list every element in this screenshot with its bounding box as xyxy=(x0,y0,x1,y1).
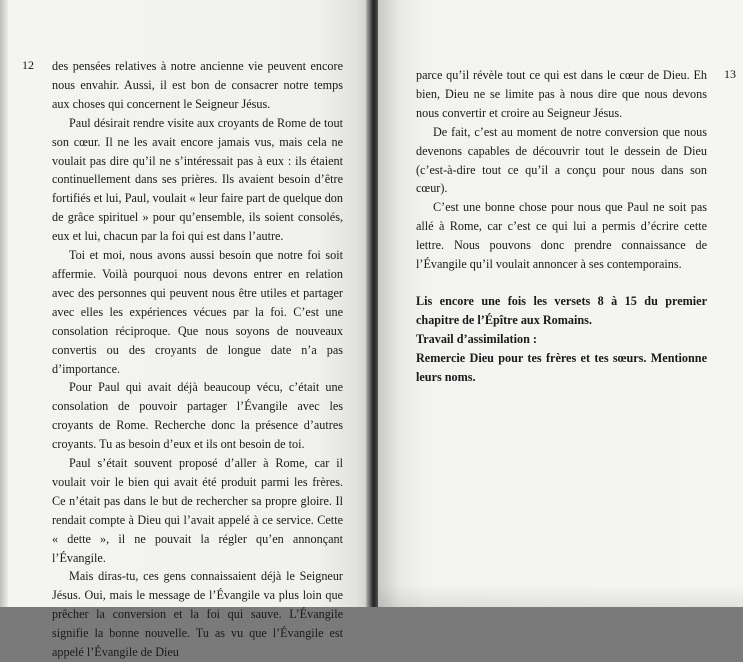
paragraph: Paul s’était souvent proposé d’aller à Rome, car il voulait voir le bien qui avait été produit parmi les frères. Ce n’était pas dans le but de rechercher sa propre gloire. Il rendait compte à Dieu qui l’avait appelé à ce service. Cette « dette », il ne pouvait la régler qu’en annonçant l’Évangile. xyxy=(52,456,343,565)
right-page-number: 13 xyxy=(724,67,736,81)
left-page-text xyxy=(52,57,343,662)
paragraph: Toi et moi, nous avons aussi besoin que notre foi soit affermie. Voilà pourquoi nous devons entrer en relation avec des personnes qui peuvent nous être utiles et partager avec elles les expériences vécues par la foi. C’est une consolation réciproque. Que nous soyons de nouveaux convertis ou des croyants de longue date n’a pas d’importance. xyxy=(52,248,343,376)
paragraph: Paul désirait rendre visite aux croyants de Rome de tout son cœur. Il ne les avait encore jamais vus, mais cela ne voulait pas dire qu’il ne s’intéressait pas à eux : ils étaient continuellement dans ses prières. Ils avaient besoin d’être fortifiés et lui, Paul, voulait « leur faire part de quelque don de grâce spirituel » pour qu’ensemble, ils soient consolés, eux et lui, chacun par la foi qui est dans l’autre. xyxy=(52,115,343,244)
reading-instruction: Lis encore une fois les versets 8 à 15 du premier chapitre de l’Épître aux Romains. xyxy=(416,293,707,327)
paragraph: Pour Paul qui avait déjà beaucoup vécu, c’était une consolation de pouvoir partager l’Évangile avec les croyants de Rome. Recherche donc la présence d’autres croyants. Tu as besoin d’eux et ils ont besoin de toi. xyxy=(52,380,343,452)
right-page-shadow xyxy=(378,585,743,607)
right-page-text xyxy=(416,66,707,387)
assimilation-heading: Travail d’assimilation : xyxy=(416,331,537,346)
paragraph: C’est une bonne chose pour nous que Paul ne soit pas allé à Rome, car c’est ce qui lui a permis d’écrire cette lettre. Nous pouvons donc prendre connaissance de l’Évangile qu’il voulait annoncer à ses contemporains. xyxy=(416,200,707,272)
assimilation-task: Remercie Dieu pour tes frères et tes sœurs. Mentionne leurs noms. xyxy=(416,350,707,384)
left-page-number: 12 xyxy=(22,58,34,72)
left-page-edge xyxy=(0,0,8,607)
spacer xyxy=(416,274,707,292)
paragraph: parce qu’il révèle tout ce qui est dans le cœur de Dieu. Eh bien, Dieu ne se limite pas à nous dire que nous devons nous convertir et croire au Seigneur Jésus. xyxy=(416,68,707,120)
paragraph: des pensées relatives à notre ancienne vie peuvent encore nous envahir. Aussi, il est bon de consacrer notre temps aux choses qui concernent le Seigneur Jésus. xyxy=(52,59,343,111)
paragraph: De fait, c’est au moment de notre conversion que nous devenons capables de découvrir tout le dessein de Dieu (c’est-à-dire tout ce qu’il a conçu pour nous dans son cœur). xyxy=(416,124,707,196)
paragraph: Mais diras-tu, ces gens connaissaient déjà le Seigneur Jésus. Oui, mais le message de l’Évangile va plus loin que prêcher la conversion et la foi qui sauve. L’Évangile signifie la bonne nouvelle. Tu as vu que l’Évangile est appelé l’Évangile de Dieu xyxy=(52,569,343,660)
